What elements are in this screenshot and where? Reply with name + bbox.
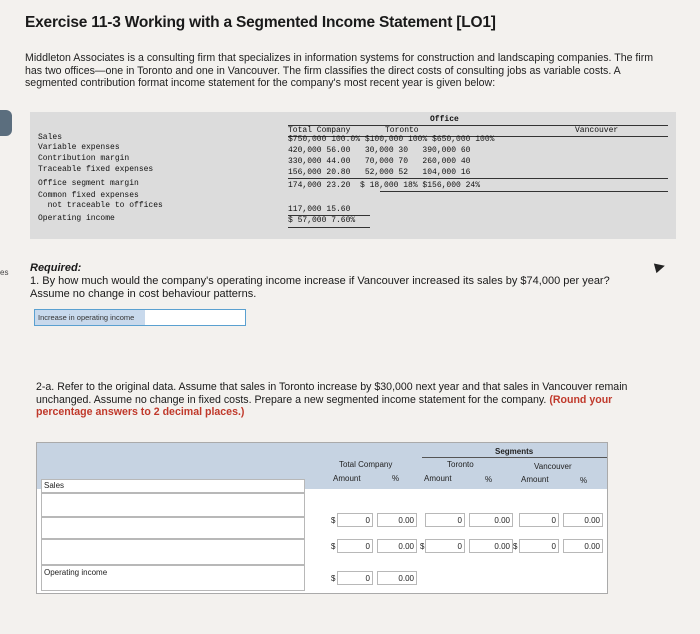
pct-input[interactable] — [469, 513, 513, 527]
pct-value: 0.00 — [494, 542, 510, 551]
col-toronto: Toronto — [385, 126, 419, 135]
question-1: 1. By how much would the company's operating income increase if Vancouver increased its sales by $74,000 per year? Assume no change in cost behaviour patterns. — [30, 275, 610, 300]
row-label-input[interactable] — [41, 479, 305, 493]
amount-value: 0 — [457, 516, 462, 525]
pct-input[interactable] — [563, 513, 603, 527]
row-label: Sales — [44, 481, 65, 490]
row-values: $750,000 100.0% $100,000 100% $650,000 100% — [288, 135, 495, 144]
pct-value: 0.00 — [584, 516, 600, 525]
row-label: Common fixed expenses — [38, 191, 139, 200]
dollar-sign: $ — [331, 574, 336, 583]
amount-header: Amount — [521, 475, 549, 484]
row-values: 420,000 56.00 30,000 30 390,000 60 — [288, 146, 471, 155]
office-header: Office — [430, 115, 459, 124]
pct-input[interactable] — [469, 539, 513, 553]
question-2a — [36, 381, 656, 419]
row-label-input[interactable] — [41, 565, 305, 591]
amount-input[interactable] — [425, 513, 465, 527]
question-2a-rounding: (Round your percentage answers to 2 decimal places.) — [36, 393, 613, 418]
amount-value: 0 — [365, 574, 370, 583]
row-label-input[interactable] — [41, 517, 305, 539]
dollar-sign: $ — [331, 542, 336, 551]
row-values: 156,000 20.80 52,000 52 104,000 16 — [288, 168, 471, 177]
row-label-input[interactable] — [41, 493, 305, 517]
pct-header: % — [485, 475, 493, 484]
amount-header: Amount — [424, 474, 452, 483]
amount-header: Amount — [333, 474, 361, 483]
row-values: 330,000 44.00 70,000 70 260,000 40 — [288, 157, 471, 166]
row-values: 117,000 15.60 — [288, 205, 351, 214]
row-label: Variable expenses — [38, 143, 120, 152]
answer-input[interactable] — [145, 310, 245, 325]
total-company-header: Total Company — [339, 460, 393, 469]
row-label: Office segment margin — [38, 179, 139, 188]
income-statement-image — [30, 112, 676, 239]
pct-value: 0.00 — [398, 542, 414, 551]
amount-input[interactable] — [519, 539, 559, 553]
dollar-sign: $ — [331, 516, 336, 525]
intro-text: Middleton Associates is a consulting firm that specializes in information systems for construction and landscaping companies. The firm has two offices—one in Toronto and one in Vancouver. The firm classifies the direct costs of consulting jobs as variable costs. A segmented contribution format income statement for the company's most recent year is given below: — [25, 52, 654, 89]
amount-input[interactable] — [337, 571, 373, 585]
amount-input[interactable] — [337, 513, 373, 527]
amount-value: 0 — [365, 542, 370, 551]
pct-input[interactable] — [377, 513, 417, 527]
row-label: Sales — [38, 133, 63, 142]
pct-header: % — [580, 476, 588, 485]
row-values: 174,000 23.20 $ 18,000 18% $156,000 24% — [288, 181, 481, 190]
answer-table — [36, 442, 608, 594]
amount-value: 0 — [365, 516, 370, 525]
answer-label: Increase in operating income — [35, 310, 145, 325]
col-vancouver: Vancouver — [575, 126, 619, 135]
required-section — [30, 262, 650, 301]
segments-header: Segments — [495, 447, 534, 456]
row-label: Traceable fixed expenses — [38, 165, 154, 174]
row-label: Operating income — [38, 214, 115, 223]
vancouver-header: Vancouver — [534, 462, 572, 471]
cursor-icon — [654, 261, 666, 273]
pct-value: 0.00 — [584, 542, 600, 551]
row-label: not traceable to offices — [38, 201, 163, 210]
pct-value: 0.00 — [494, 516, 510, 525]
pct-input[interactable] — [377, 539, 417, 553]
amount-value: 0 — [457, 542, 462, 551]
page-title: Exercise 11-3 Working with a Segmented Income Statement [LO1] — [25, 14, 496, 31]
amount-input[interactable] — [519, 513, 559, 527]
question-2a-text: 2-a. Refer to the original data. Assume that sales in Toronto increase by $30,000 next year and that sales in Vancouver remain unchanged. Assume no change in fixed costs. Prepare a new segmented income statement for the company. — [36, 381, 628, 406]
row-values: $ 57,000 7.60% — [288, 216, 356, 225]
pct-header: % — [392, 474, 400, 483]
pct-value: 0.00 — [398, 516, 414, 525]
dollar-sign: $ — [420, 542, 425, 551]
pct-input[interactable] — [563, 539, 603, 553]
pct-value: 0.00 — [398, 574, 414, 583]
side-tab[interactable] — [0, 110, 12, 136]
row-label: Contribution margin — [38, 154, 130, 163]
dollar-sign: $ — [513, 542, 518, 551]
amount-input[interactable] — [425, 539, 465, 553]
amount-input[interactable] — [337, 539, 373, 553]
amount-value: 0 — [551, 542, 556, 551]
answer-row — [34, 309, 246, 326]
required-heading: Required: — [30, 262, 82, 274]
toronto-header: Toronto — [447, 460, 474, 469]
row-label: Operating income — [44, 568, 108, 577]
col-total: Total Company — [288, 126, 351, 135]
pct-input[interactable] — [377, 571, 417, 585]
row-label-input[interactable] — [41, 539, 305, 565]
side-label: es — [0, 268, 9, 277]
amount-value: 0 — [551, 516, 556, 525]
